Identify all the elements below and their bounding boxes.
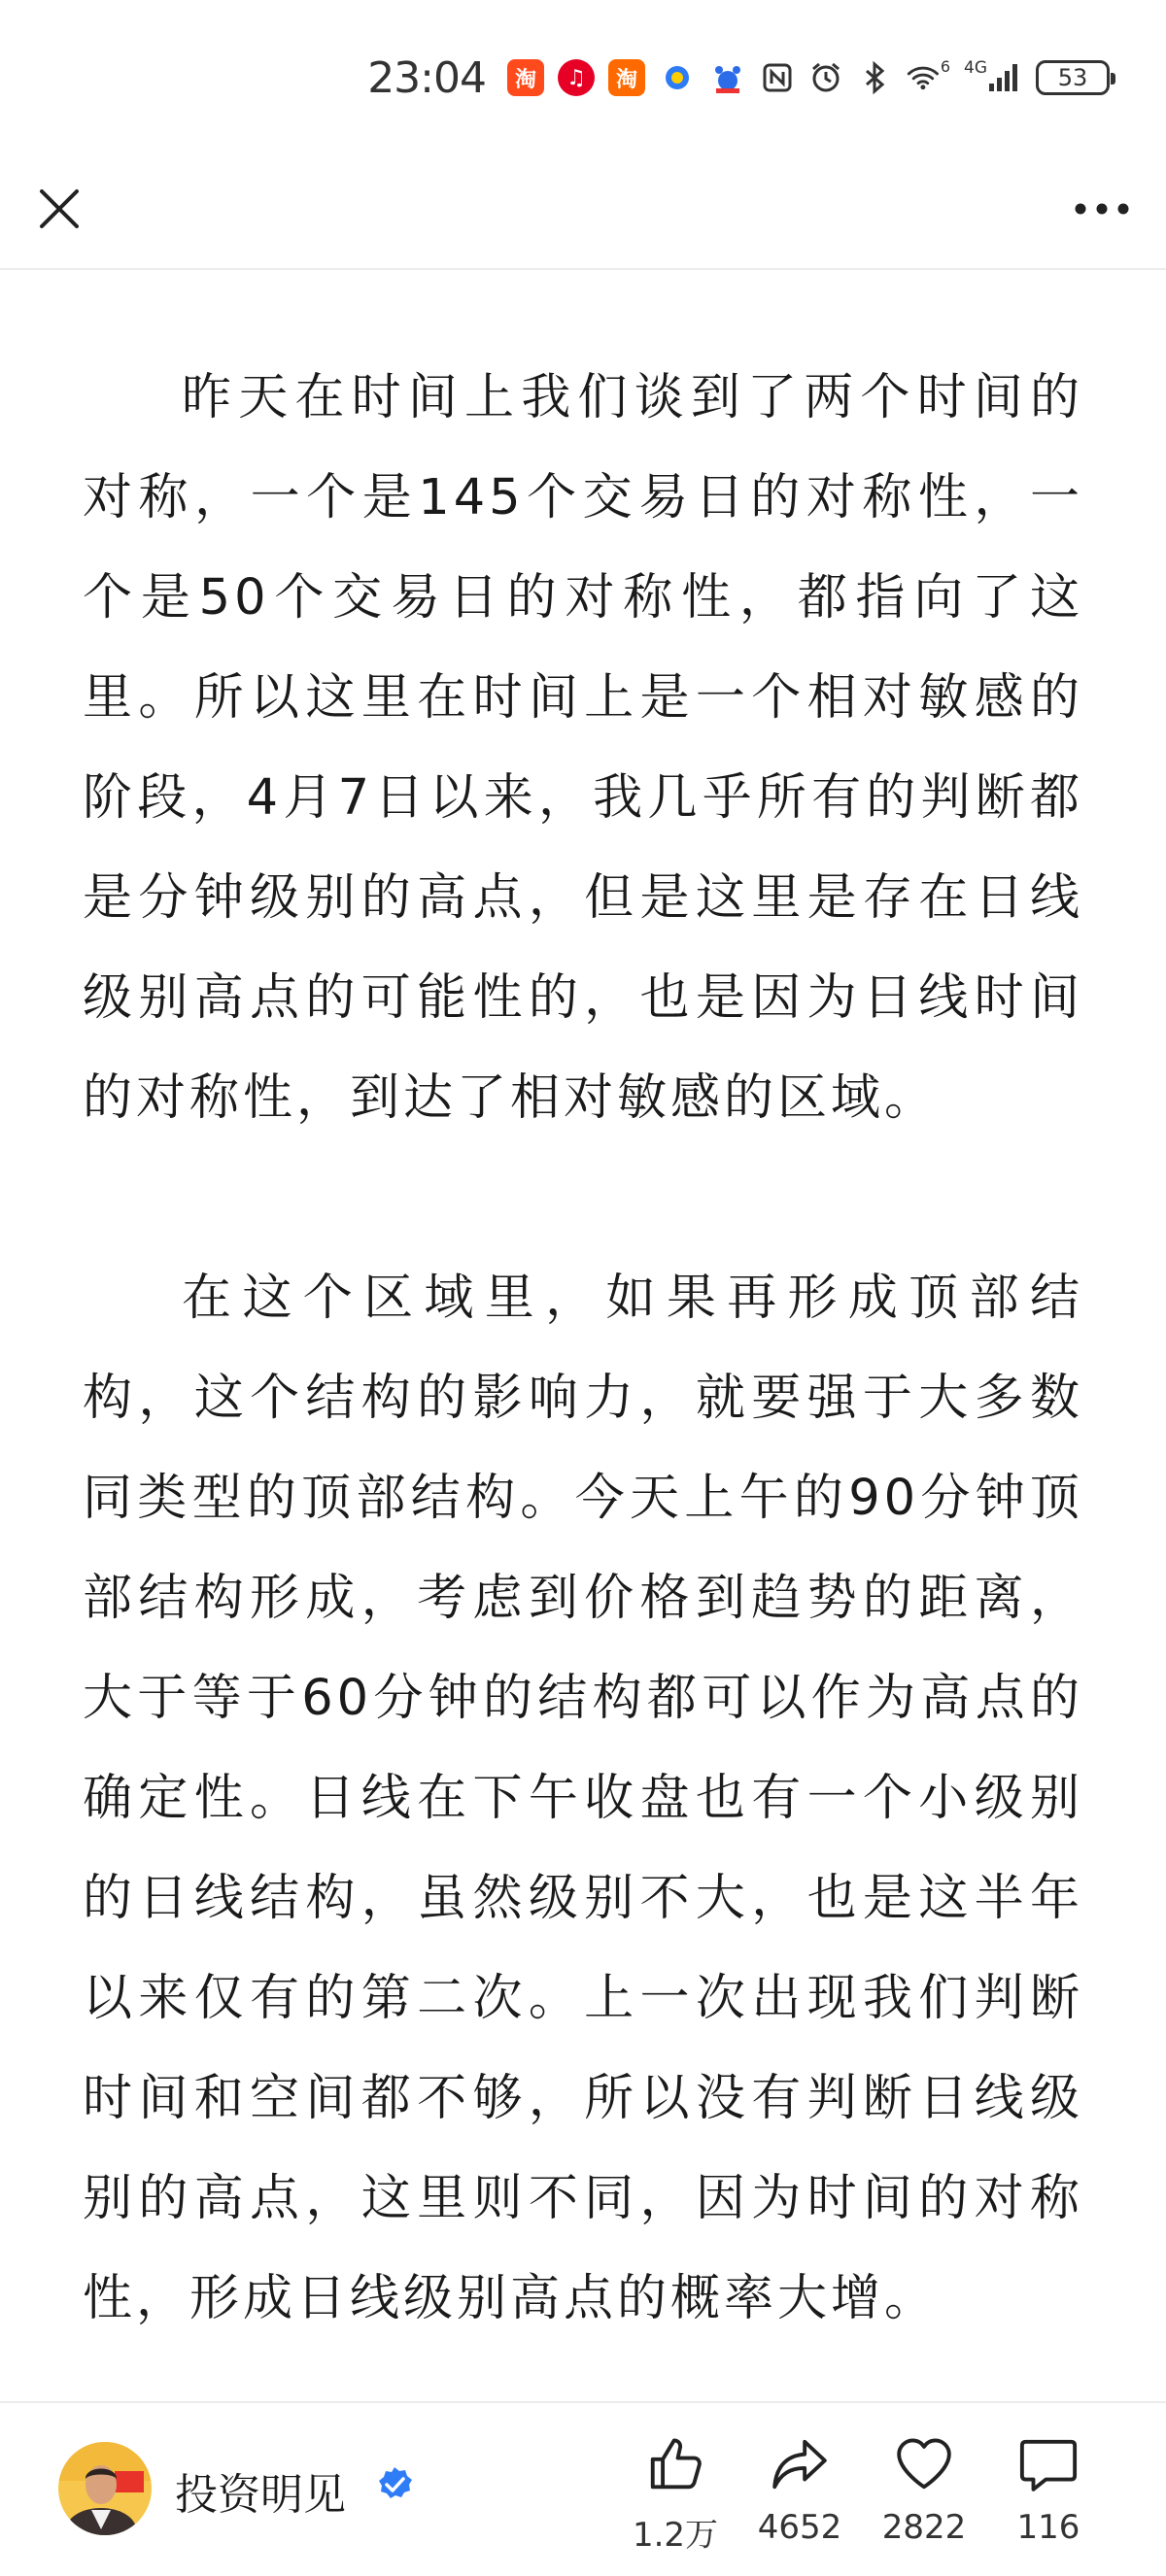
close-button[interactable]	[27, 177, 91, 241]
favorite-count: 2822	[881, 2508, 967, 2547]
like-count: 1.2万	[632, 2516, 719, 2555]
author-avatar[interactable]	[58, 2442, 152, 2535]
status-bar	[0, 0, 1166, 155]
cellular-signal-icon	[964, 60, 1018, 95]
article-paragraph: 在这个区域里，如果再形成顶部结构，这个结构的影响力，就要强于大多数同类型的顶部结构。今天上午的90分钟顶部结构形成，考虑到价格到趋势的距离，大于等于60分钟的结构都可以作为高点的确定性。日线在下午收盘也有一个小级别的日线结构，虽然级别不大，也是这半年以来仅有的第二次。上一次出现我们判断时间和空间都不够，所以没有判断日线级别的高点，这里则不同，因为时间的对称性，形成日线级别高点的概率大增。	[83, 1270, 1083, 2327]
favorite-button[interactable]	[871, 2434, 977, 2560]
comment-button[interactable]	[995, 2434, 1102, 2560]
heart-icon	[894, 2434, 954, 2494]
bottom-action-bar	[0, 2401, 1166, 2576]
more-dots-icon	[1074, 202, 1130, 216]
battery-indicator: 53	[1036, 60, 1110, 95]
share-arrow-icon	[770, 2434, 830, 2494]
taobao-flash-icon: 淘	[507, 59, 544, 96]
comment-bubble-icon	[1018, 2434, 1079, 2494]
like-button[interactable]	[622, 2434, 729, 2560]
baidu-icon	[709, 59, 746, 96]
netease-music-icon: ♫	[558, 59, 595, 96]
verified-badge-icon	[375, 2465, 414, 2504]
bluetooth-icon	[857, 60, 892, 95]
taobao-icon: 淘	[608, 59, 645, 96]
close-icon	[38, 187, 81, 230]
thumbs-up-icon	[645, 2434, 705, 2494]
comment-count: 116	[1016, 2508, 1080, 2547]
top-app-bar	[0, 155, 1166, 270]
share-count: 4652	[757, 2508, 842, 2547]
author-name[interactable]: 投资明见	[175, 2470, 346, 2520]
alarm-icon	[808, 60, 843, 95]
article-paragraph: 昨天在时间上我们谈到了两个时间的对称，一个是145个交易日的对称性，一个是50个交易日的对称性，都指向了这里。所以这里在时间上是一个相对敏感的阶段，4月7日以来，我几乎所有的判断都是分钟级别的高点，但是这里是存在日线级别高点的可能性的，也是因为日线时间的对称性，到达了相对敏感的区域。	[83, 369, 1083, 1127]
network-type: 4G	[964, 58, 987, 78]
tencent-maps-icon	[659, 59, 696, 96]
more-options-button[interactable]	[1065, 177, 1139, 241]
article-body	[83, 348, 1083, 2349]
nfc-icon	[760, 60, 795, 95]
status-time: 23:04	[367, 52, 486, 103]
share-button[interactable]	[746, 2434, 853, 2560]
sim-slot-label: 6	[940, 56, 950, 76]
wifi-icon	[906, 56, 950, 95]
